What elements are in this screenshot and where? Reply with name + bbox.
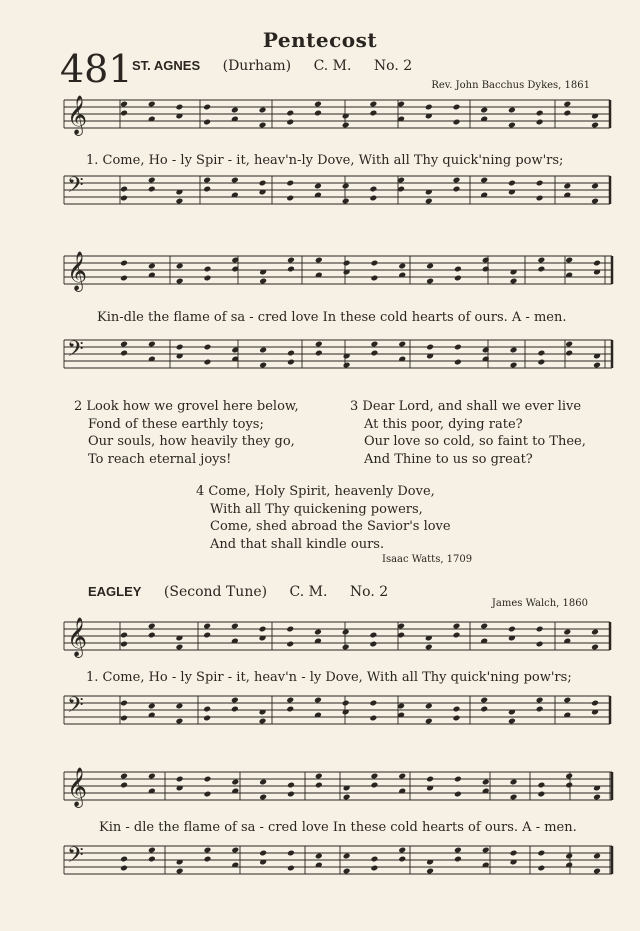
notehead [343, 260, 351, 267]
notehead [204, 344, 212, 351]
notehead [425, 198, 433, 205]
notehead [315, 782, 323, 789]
notehead [370, 350, 378, 357]
notehead [120, 195, 128, 202]
notehead [453, 119, 461, 126]
notehead [370, 782, 378, 789]
notehead [454, 266, 462, 273]
notehead [369, 186, 377, 193]
notehead [425, 644, 433, 651]
notehead [398, 773, 406, 780]
tune1-lyric-line1: 1. Come, Ho - ly Spir - it, heav'n-ly Dove, With all Thy quick'ning pow'rs; [86, 153, 564, 168]
notehead [148, 703, 156, 710]
notehead [480, 706, 488, 713]
notehead [453, 706, 461, 713]
notehead [508, 122, 516, 129]
notehead [398, 341, 406, 348]
notehead [120, 856, 128, 863]
notehead [259, 180, 267, 187]
notehead [369, 195, 377, 202]
notehead [259, 362, 267, 369]
notehead [510, 850, 518, 857]
notehead [453, 632, 461, 639]
notehead [287, 791, 295, 798]
notehead [537, 865, 545, 872]
notehead [565, 350, 573, 357]
notehead [563, 183, 571, 190]
tune2-number: No. 2 [349, 584, 389, 600]
tune2-variant: (Second Tune) [163, 584, 268, 600]
notehead [454, 791, 462, 798]
notehead [203, 623, 211, 630]
notehead [203, 632, 211, 639]
tune1-meter: C. M. [313, 58, 352, 74]
notehead [510, 347, 518, 354]
notehead [565, 773, 573, 780]
notehead [425, 703, 433, 710]
notehead [120, 782, 128, 789]
notehead [176, 263, 184, 270]
notehead [120, 632, 128, 639]
notehead [482, 779, 490, 786]
notehead [480, 177, 488, 184]
notehead [315, 257, 323, 264]
notehead [315, 853, 323, 860]
notehead [536, 119, 544, 126]
notehead [231, 847, 239, 854]
notehead [482, 347, 490, 354]
verse-line: To reach eternal joys! [88, 451, 232, 467]
notehead [454, 856, 462, 863]
notehead [454, 359, 462, 366]
notehead [148, 341, 156, 348]
notehead [231, 697, 239, 704]
notehead [343, 362, 351, 369]
notehead [536, 697, 544, 704]
notehead [398, 856, 406, 863]
notehead [453, 623, 461, 630]
notehead [426, 263, 434, 270]
tune2-lyric-line1: 1. Come, Ho - ly Spir - it, heav'n - ly Dove, With all Thy quick'ning pow'rs; [86, 670, 572, 685]
notehead [426, 344, 434, 351]
tune1-composer: Rev. John Bacchus Dykes, 1861 [431, 80, 590, 91]
notehead [287, 257, 295, 264]
notehead [482, 266, 490, 273]
bass-clef-icon: 𝄢 [67, 337, 84, 367]
notehead [369, 101, 377, 108]
notehead [176, 776, 184, 783]
notehead [231, 779, 239, 786]
notehead [425, 104, 433, 111]
treble-clef-icon: 𝄞 [67, 95, 88, 135]
notehead [203, 186, 211, 193]
notehead [286, 195, 294, 202]
notehead [563, 110, 571, 117]
notehead [148, 186, 156, 193]
text-author: Isaac Watts, 1709 [382, 554, 473, 565]
notehead [231, 623, 239, 630]
verse-line: Fond of these earthly toys; [88, 416, 264, 432]
notehead [259, 107, 267, 114]
notehead [176, 868, 184, 875]
notehead [287, 850, 295, 857]
notehead [565, 257, 573, 264]
notehead [259, 850, 267, 857]
notehead [426, 776, 434, 783]
notehead [565, 341, 573, 348]
notehead [510, 779, 518, 786]
notehead [120, 110, 128, 117]
notehead [120, 275, 128, 282]
notehead [454, 847, 462, 854]
notehead [259, 278, 267, 285]
notehead [537, 791, 545, 798]
notehead [398, 263, 406, 270]
bass-clef-icon: 𝄢 [67, 173, 84, 203]
notehead [563, 697, 571, 704]
notehead [314, 697, 322, 704]
notehead [563, 101, 571, 108]
notehead [287, 865, 295, 872]
notehead [315, 350, 323, 357]
notehead [453, 715, 461, 722]
notehead [454, 344, 462, 351]
notehead [175, 703, 183, 710]
notehead [453, 186, 461, 193]
notehead [148, 263, 156, 270]
notehead [204, 847, 212, 854]
notehead [563, 629, 571, 636]
notehead [537, 257, 545, 264]
notehead [508, 718, 516, 725]
notehead [510, 278, 518, 285]
notehead [508, 107, 516, 114]
verse-line: 4 Come, Holy Spirit, heavenly Dove, [196, 484, 435, 499]
tune1-name: ST. AGNES [132, 58, 201, 73]
notehead [593, 362, 601, 369]
notehead [259, 122, 267, 129]
treble-clef-icon: 𝄞 [67, 617, 88, 657]
verse-line: With all Thy quickening powers, [210, 501, 423, 517]
notehead [231, 107, 239, 114]
notehead [565, 782, 573, 789]
notehead [314, 101, 322, 108]
notehead [370, 773, 378, 780]
notehead [536, 706, 544, 713]
notehead [286, 626, 294, 633]
notehead [369, 110, 377, 117]
notehead [453, 177, 461, 184]
verse-line: Come, shed abroad the Savior's love [210, 519, 451, 534]
notehead [370, 341, 378, 348]
notehead [175, 198, 183, 205]
tune2-lyric-line2: Kin - dle the flame of sa - cred love In these cold hearts of ours. A - men. [99, 820, 577, 835]
notehead [120, 715, 128, 722]
notehead [593, 853, 601, 860]
notehead [148, 101, 156, 108]
notehead [286, 641, 294, 648]
notehead [231, 706, 239, 713]
verse-line: Our love so cold, so faint to Thee, [364, 434, 586, 449]
notehead [120, 341, 128, 348]
notehead [369, 632, 377, 639]
notehead [482, 257, 490, 264]
hymn-number: 481 [60, 47, 133, 91]
notehead [314, 183, 322, 190]
notehead [287, 350, 295, 357]
notehead [369, 700, 377, 707]
notehead [204, 791, 212, 798]
bass-clef-icon: 𝄢 [67, 693, 84, 723]
notehead [508, 180, 516, 187]
section-title: Pentecost [262, 28, 378, 52]
notehead [286, 119, 294, 126]
notehead [342, 700, 350, 707]
notehead [120, 350, 128, 357]
notehead [176, 278, 184, 285]
notehead [591, 198, 599, 205]
notehead [370, 275, 378, 282]
tune2-name: EAGLEY [88, 584, 142, 599]
notehead [148, 632, 156, 639]
notehead [342, 198, 350, 205]
notehead [343, 868, 351, 875]
notehead [343, 794, 351, 801]
notehead [287, 266, 295, 273]
notehead [591, 644, 599, 651]
verse-line: 3 Dear Lord, and shall we ever live [350, 399, 582, 414]
notehead [175, 104, 183, 111]
notehead [286, 697, 294, 704]
notehead [203, 104, 211, 111]
notehead [148, 623, 156, 630]
notehead [454, 275, 462, 282]
notehead [342, 183, 350, 190]
notehead [286, 706, 294, 713]
bass-clef-icon: 𝄢 [67, 843, 84, 873]
notehead [204, 776, 212, 783]
treble-clef-icon: 𝄞 [67, 767, 88, 807]
notehead [537, 782, 545, 789]
notehead [508, 626, 516, 633]
notehead [259, 779, 267, 786]
notehead [593, 794, 601, 801]
notehead [120, 101, 128, 108]
verse-line: At this poor, dying rate? [364, 416, 523, 432]
notehead [203, 119, 211, 126]
notehead [537, 266, 545, 273]
notehead [593, 260, 601, 267]
notehead [148, 847, 156, 854]
notehead [204, 275, 212, 282]
notehead [203, 177, 211, 184]
notehead [537, 359, 545, 366]
notehead [286, 180, 294, 187]
notehead [148, 773, 156, 780]
notehead [314, 110, 322, 117]
notehead [175, 718, 183, 725]
notehead [536, 180, 544, 187]
notehead [203, 706, 211, 713]
notehead [204, 359, 212, 366]
notehead [536, 641, 544, 648]
notehead [370, 865, 378, 872]
notehead [370, 260, 378, 267]
notehead [591, 700, 599, 707]
notehead [315, 341, 323, 348]
notehead [120, 186, 128, 193]
notehead [536, 195, 544, 202]
notehead [369, 715, 377, 722]
notehead [426, 868, 434, 875]
notehead [480, 623, 488, 630]
verse-line: And that shall kindle ours. [210, 536, 385, 552]
notehead [204, 856, 212, 863]
notehead [259, 626, 267, 633]
notehead [259, 718, 267, 725]
notehead [259, 794, 267, 801]
notehead [342, 122, 350, 129]
notehead [537, 850, 545, 857]
tune1-number: No. 2 [373, 58, 413, 74]
tune1-variant: (Durham) [222, 58, 292, 74]
notehead [510, 362, 518, 369]
notehead [120, 700, 128, 707]
notehead [591, 183, 599, 190]
verse-line: Our souls, how heavily they go, [88, 434, 295, 449]
notehead [426, 278, 434, 285]
notehead [148, 177, 156, 184]
notehead [204, 266, 212, 273]
tune1-lyric-line2: Kin-dle the flame of sa - cred love In these cold hearts of ours. A - men. [97, 310, 567, 325]
notehead [537, 350, 545, 357]
notehead [343, 853, 351, 860]
notehead [120, 260, 128, 267]
notehead [454, 776, 462, 783]
notehead [591, 629, 599, 636]
notehead [175, 644, 183, 651]
notehead [536, 626, 544, 633]
treble-clef-icon: 𝄞 [67, 251, 88, 291]
notehead [536, 110, 544, 117]
notehead [203, 715, 211, 722]
notehead [287, 359, 295, 366]
notehead [591, 122, 599, 129]
notehead [425, 718, 433, 725]
notehead [286, 110, 294, 117]
notehead [314, 629, 322, 636]
notehead [370, 856, 378, 863]
notehead [148, 856, 156, 863]
notehead [480, 107, 488, 114]
notehead [453, 104, 461, 111]
notehead [231, 177, 239, 184]
notehead [259, 347, 267, 354]
notehead [287, 782, 295, 789]
tune2-composer: James Walch, 1860 [491, 598, 588, 609]
notehead [510, 794, 518, 801]
notehead [315, 773, 323, 780]
notehead [565, 853, 573, 860]
verse-line: And Thine to us so great? [364, 451, 533, 467]
notehead [369, 641, 377, 648]
notehead [120, 865, 128, 872]
notehead [398, 847, 406, 854]
notehead [120, 773, 128, 780]
notehead [176, 344, 184, 351]
notehead [480, 697, 488, 704]
notehead [120, 641, 128, 648]
notehead [593, 868, 601, 875]
verse-line: 2 Look how we grovel here below, [74, 399, 299, 414]
tune2-meter: C. M. [289, 584, 328, 600]
notehead [482, 847, 490, 854]
notehead [342, 644, 350, 651]
notehead [342, 629, 350, 636]
